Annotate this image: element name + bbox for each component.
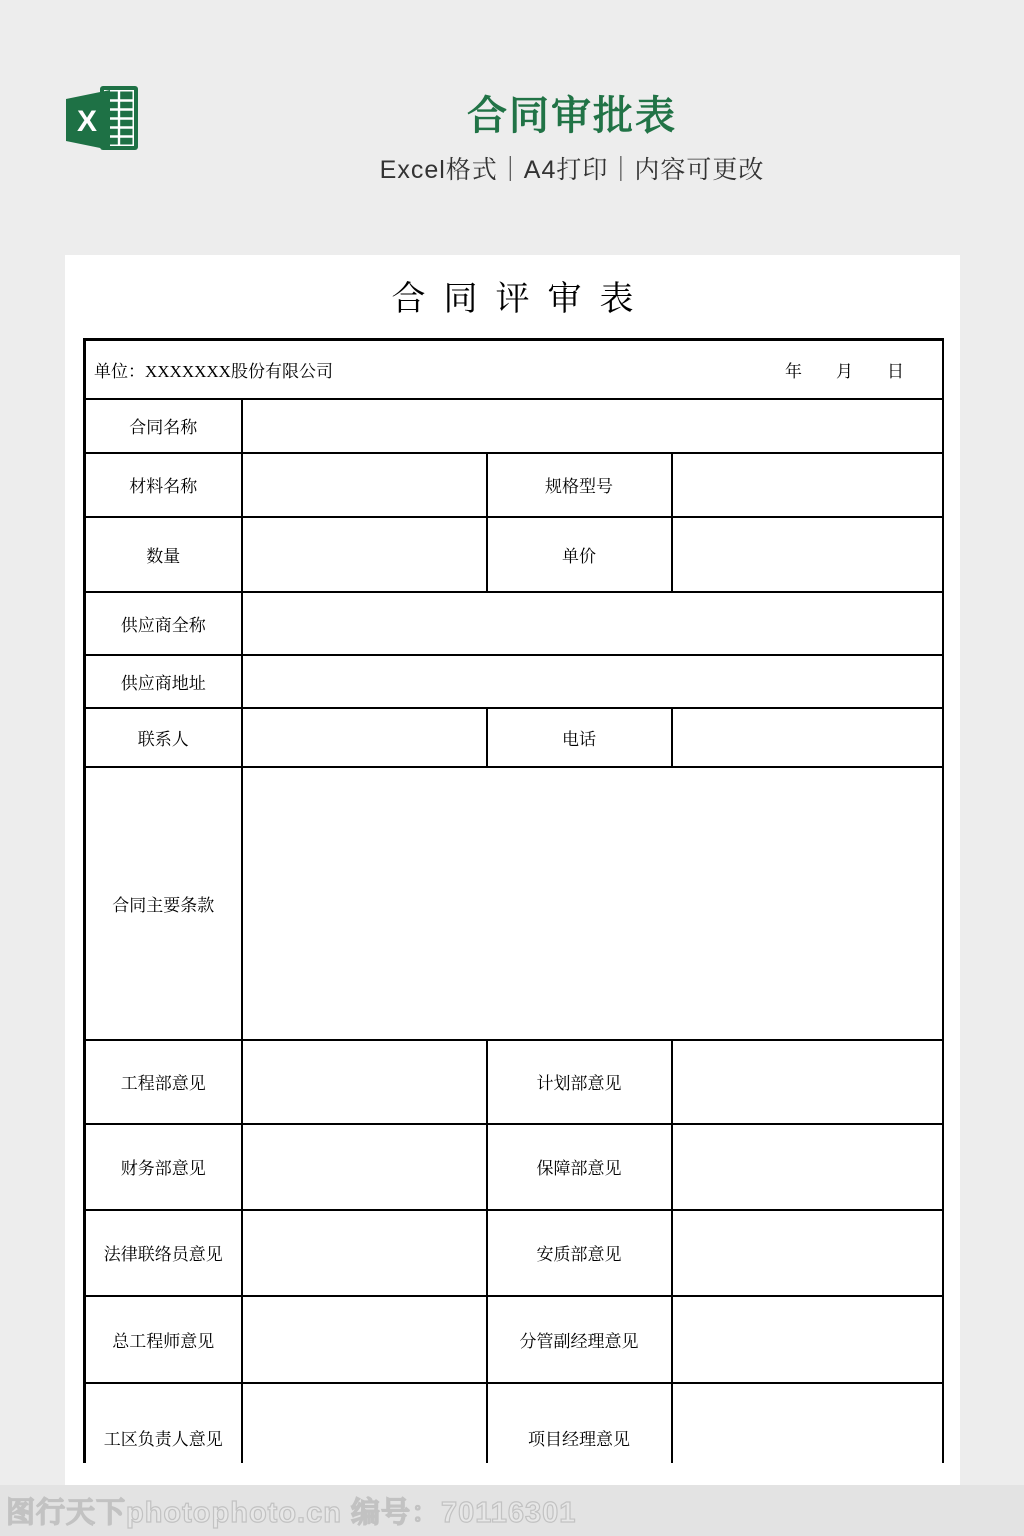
spec-model-input-cell[interactable] [672,453,944,517]
table-row [85,340,944,399]
table-row [85,399,944,453]
site-manager-opinion-label: 工区负责人意见 [85,1383,242,1464]
deputy-manager-opinion-input-cell[interactable] [672,1296,944,1383]
support-opinion-input-cell[interactable] [672,1124,944,1210]
contract-review-table [83,338,944,1463]
table-row [85,767,944,1040]
table-row [85,1210,944,1296]
phone-label: 电话 [487,708,672,767]
quality-safety-opinion-input-cell[interactable] [672,1210,944,1296]
date-label: 年 月 日 [785,361,905,381]
finance-opinion-input-cell[interactable] [242,1124,487,1210]
unit-price-label: 单价 [487,517,672,592]
spec-model-label: 规格型号 [487,453,672,517]
watermark-bar [0,1485,1024,1536]
planning-opinion-label: 计划部意见 [487,1040,672,1124]
document-page [65,255,960,1486]
legal-liaison-opinion-input-cell[interactable] [242,1210,487,1296]
finance-opinion-label: 财务部意见 [85,1124,242,1210]
table-row [85,517,944,592]
header [0,94,1024,186]
table-row [85,708,944,767]
support-opinion-label: 保障部意见 [487,1124,672,1210]
chief-engineer-opinion-label: 总工程师意见 [85,1296,242,1383]
phone-input-cell[interactable] [672,708,944,767]
table-row [85,1040,944,1124]
contact-person-label: 联系人 [85,708,242,767]
supplier-address-label: 供应商地址 [85,655,242,708]
unit-price-input-cell[interactable] [672,517,944,592]
svg-text:X: X [76,105,98,138]
quantity-input-cell[interactable] [242,517,487,592]
material-name-label: 材料名称 [85,453,242,517]
form-table-wrapper [83,338,944,1463]
table-row [85,1383,944,1464]
engineering-opinion-input-cell[interactable] [242,1040,487,1124]
project-manager-opinion-input-cell[interactable] [672,1383,944,1464]
quantity-label: 数量 [85,517,242,592]
table-row [85,1296,944,1383]
table-row [85,453,944,517]
supplier-name-input-cell[interactable] [242,592,944,655]
material-name-input-cell[interactable] [242,453,487,517]
contract-name-input-cell[interactable] [242,399,944,453]
watermark-text: 图行天下photophoto.cn 编号：70116301 [6,1497,577,1529]
deputy-manager-opinion-label: 分管副经理意见 [487,1296,672,1383]
supplier-address-input-cell[interactable] [242,655,944,708]
contract-terms-input-cell[interactable] [242,767,944,1040]
supplier-name-label: 供应商全称 [85,592,242,655]
engineering-opinion-label: 工程部意见 [85,1040,242,1124]
table-row [85,1124,944,1210]
table-row [85,655,944,708]
page-subtitle: Excel格式｜A4打印｜内容可更改 [379,156,765,184]
planning-opinion-input-cell[interactable] [672,1040,944,1124]
document-title: 合同评审表 [391,281,652,318]
contact-person-input-cell[interactable] [242,708,487,767]
legal-liaison-opinion-label: 法律联络员意见 [85,1210,242,1296]
chief-engineer-opinion-input-cell[interactable] [242,1296,487,1383]
table-row [85,592,944,655]
unit-date-cell [85,340,944,399]
contract-name-label: 合同名称 [85,399,242,453]
page-title: 合同审批表 [467,94,677,138]
site-manager-opinion-input-cell[interactable] [242,1383,487,1464]
project-manager-opinion-label: 项目经理意见 [487,1383,672,1464]
quality-safety-opinion-label: 安质部意见 [487,1210,672,1296]
unit-label: 单位：XXXXXXX股份有限公司 [94,361,333,381]
contract-terms-label: 合同主要条款 [85,767,242,1040]
